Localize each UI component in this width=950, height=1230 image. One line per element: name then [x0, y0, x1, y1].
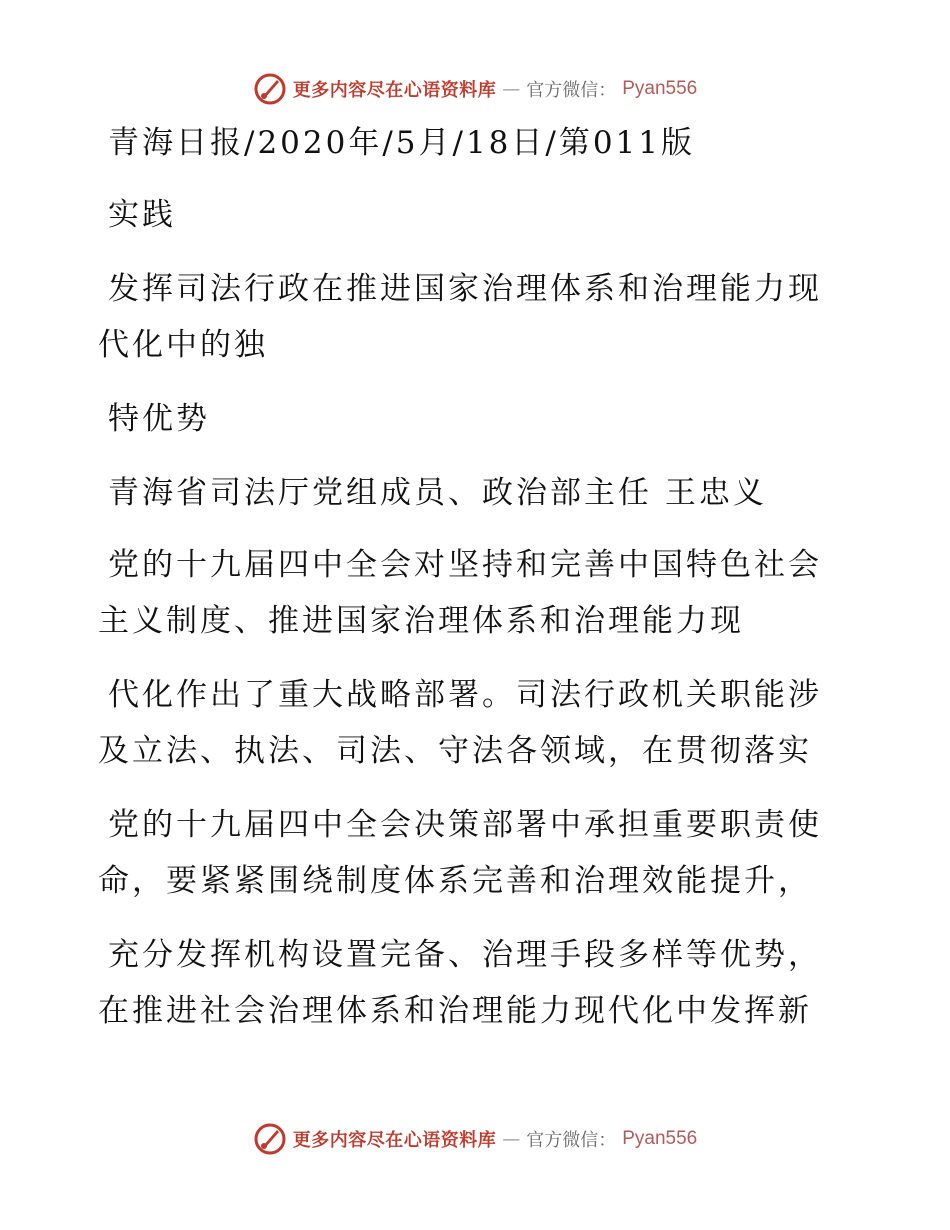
article-section-label: 实践	[108, 197, 176, 233]
article-byline: 青海省司法厅党组成员、政治部主任 王忠义	[108, 475, 767, 511]
article-paragraph-line: 在推进社会治理体系和治理能力现代化中发挥新	[98, 993, 812, 1029]
article-paragraph-line: 命，要紧紧围绕制度体系完善和治理效能提升，	[98, 863, 812, 899]
brush-logo-icon	[253, 72, 287, 106]
footer-watermark	[0, 1122, 950, 1156]
article-body	[98, 120, 838, 1030]
article-paragraph-line: 党的十九届四中全会决策部署中承担重要职责使	[108, 807, 822, 843]
article-title-line-2: 代化中的独	[98, 327, 268, 363]
watermark-tail: 官方微信：	[526, 1130, 617, 1151]
article-title-line-1: 发挥司法行政在推进国家治理体系和治理能力现	[108, 271, 822, 307]
article-source-line: 青海日报/2020年/5月/18日/第011版	[108, 125, 696, 161]
watermark-separator: —	[502, 1128, 521, 1150]
article-paragraph-line: 代化作出了重大战略部署。司法行政机关职能涉	[108, 677, 822, 713]
watermark-id: Pyan556	[622, 1128, 698, 1149]
article-paragraph-line: 充分发挥机构设置完备、治理手段多样等优势，	[108, 937, 822, 973]
article-title-line-3: 特优势	[108, 401, 210, 437]
article-paragraph-line: 主义制度、推进国家治理体系和治理能力现	[98, 603, 744, 639]
watermark-tail: 官方微信：	[526, 80, 617, 101]
article-paragraph-line: 及立法、执法、司法、守法各领域，在贯彻落实	[98, 733, 812, 769]
header-watermark	[0, 72, 950, 106]
watermark-id: Pyan556	[622, 78, 698, 99]
article-paragraph-line: 党的十九届四中全会对坚持和完善中国特色社会	[108, 547, 822, 583]
watermark-separator: —	[502, 78, 521, 100]
watermark-text: 更多内容尽在心语资料库	[292, 80, 497, 101]
brush-logo-icon	[253, 1122, 287, 1156]
watermark-text: 更多内容尽在心语资料库	[292, 1130, 497, 1151]
